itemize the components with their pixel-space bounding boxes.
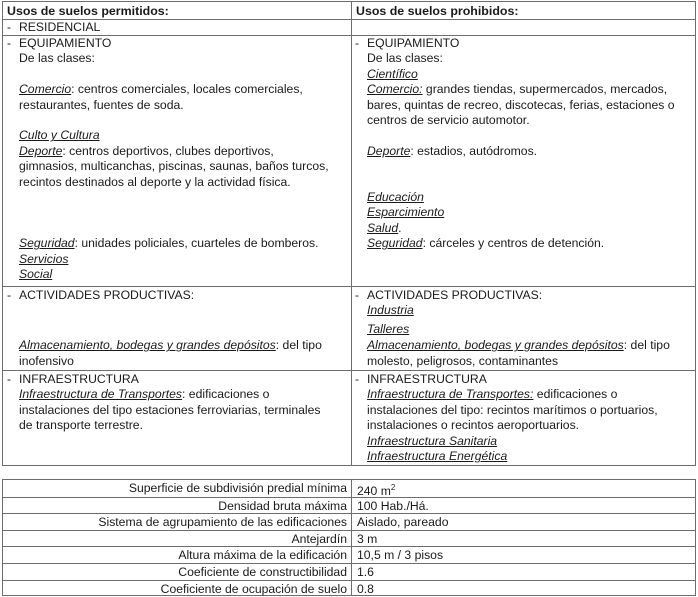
salud-term: Salud xyxy=(367,220,399,235)
transportes-text: edificaciones o xyxy=(533,387,618,402)
comercio-text: restaurantes, fuentes de soda. xyxy=(19,97,184,112)
esparcimiento-term: Esparcimiento xyxy=(367,205,445,220)
actividades-title: ACTIVIDADES PRODUCTIVAS: xyxy=(19,288,195,302)
param-label: Antejardín xyxy=(291,531,347,546)
almacenamiento-text: : del tipo xyxy=(275,338,322,353)
param-value: 10,5 m / 3 pisos xyxy=(357,548,444,563)
dash: - xyxy=(7,372,12,386)
param-value: 1.6 xyxy=(357,565,374,579)
param-value: 0.8 xyxy=(357,581,374,596)
infraestructura-title: INFRAESTRUCTURA xyxy=(367,372,487,386)
param-value-text: 240 m xyxy=(357,484,391,499)
educacion-term: Educación xyxy=(367,190,424,205)
param-value: Aislado, pareado xyxy=(357,515,449,530)
divider-equipamiento xyxy=(3,286,695,287)
deporte-text: : centros deportivos, clubes deportivos, xyxy=(62,143,274,158)
sanitaria-term: Infraestructura Sanitaria xyxy=(367,433,498,448)
seguridad-text: : cárceles y centros de detención. xyxy=(422,236,605,251)
param-label: Sistema de agrupamiento de las edificaciones xyxy=(98,515,347,530)
almacenamiento-text: : del tipo xyxy=(623,338,670,353)
param-label: Coeficiente de constructibilidad xyxy=(178,565,347,579)
salud-period: . xyxy=(398,220,402,235)
param-row xyxy=(3,497,695,515)
infraestructura-title: INFRAESTRUCTURA xyxy=(19,372,139,386)
dash: - xyxy=(7,36,12,50)
equipamiento-title: EQUIPAMIENTO xyxy=(367,36,460,50)
transportes-text: instalaciones del tipo estaciones ferroviarias, terminales xyxy=(19,402,321,417)
deporte-text: : estadios, autódromos. xyxy=(410,143,538,158)
param-row xyxy=(3,530,695,548)
dash: - xyxy=(7,20,12,34)
deporte-text: gimnasios, multicanchas, piscinas, saunas, baños turcos, xyxy=(19,159,329,174)
social-term: Social xyxy=(19,267,53,282)
param-row xyxy=(3,480,695,497)
param-label: Coeficiente de ocupación de suelo xyxy=(160,581,347,596)
param-row xyxy=(3,563,695,581)
residencial-cell xyxy=(7,20,100,35)
dash: - xyxy=(355,372,360,386)
almacenamiento-term: Almacenamiento, bodegas y grandes depósitos xyxy=(367,338,624,353)
comercio-text: bares, quintas de recreo, discotecas, ferias, estaciones o xyxy=(367,97,675,112)
clases-label: De las clases: xyxy=(367,51,443,66)
actividades-permitted xyxy=(7,288,322,369)
header-permitted: Usos de suelos permitidos: xyxy=(7,4,169,18)
comercio-text: : centros comerciales, locales comerciales, xyxy=(71,82,303,97)
land-use-table xyxy=(2,1,696,466)
deporte-term: Deporte xyxy=(19,143,63,158)
comercio-term: Comercio: xyxy=(367,82,423,97)
column-divider xyxy=(351,2,352,465)
param-row xyxy=(3,580,695,597)
seguridad-term: Seguridad xyxy=(367,236,423,251)
talleres-term: Talleres xyxy=(367,321,410,336)
actividades-prohibited xyxy=(355,288,670,369)
infraestructura-prohibited xyxy=(355,372,658,464)
comercio-term: Comercio xyxy=(19,82,72,97)
servicios-term: Servicios xyxy=(19,251,69,266)
comercio-text: centros de servicio automotor. xyxy=(367,113,530,128)
param-label: Superficie de subdivisión predial mínima xyxy=(128,481,347,495)
divider-header xyxy=(3,19,695,20)
infraestructura-permitted xyxy=(7,372,320,434)
residencial-label: RESIDENCIAL xyxy=(19,20,101,34)
equipamiento-permitted xyxy=(7,36,329,283)
dash: - xyxy=(355,36,360,50)
param-superscript: 2 xyxy=(390,483,396,492)
comercio-text: grandes tiendas, supermercados, mercados, xyxy=(422,82,668,97)
param-row xyxy=(3,513,695,531)
seguridad-term: Seguridad xyxy=(19,236,75,251)
transportes-text: : edificaciones o xyxy=(182,387,270,402)
param-label: Altura máxima de la edificación xyxy=(178,548,347,563)
actividades-title: ACTIVIDADES PRODUCTIVAS: xyxy=(367,288,543,302)
culto-term: Culto y Cultura xyxy=(19,128,100,143)
param-label: Densidad bruta máxima xyxy=(218,498,347,513)
almacenamiento-term: Almacenamiento, bodegas y grandes depósitos xyxy=(19,338,276,353)
transportes-text: instalaciones del tipo: recintos marítimos o portuarios, xyxy=(367,402,658,417)
almacenamiento-text: molesto, peligrosos, contaminantes xyxy=(367,353,559,368)
clases-label: De las clases: xyxy=(19,51,95,66)
divider-actividades xyxy=(3,370,695,371)
dash: - xyxy=(355,288,360,302)
equipamiento-title: EQUIPAMIENTO xyxy=(19,36,112,50)
cientifico-term: Científico xyxy=(367,66,418,81)
energetica-term: Infraestructura Energética xyxy=(367,449,508,464)
transportes-term: Infraestructura de Transportes xyxy=(19,387,183,402)
deporte-term: Deporte xyxy=(367,143,411,158)
param-value: 3 m xyxy=(357,531,378,546)
dash: - xyxy=(7,288,12,302)
seguridad-text: : unidades policiales, cuarteles de bomberos. xyxy=(74,236,319,251)
deporte-text: recintos destinados al deporte y la actividad física. xyxy=(19,174,291,189)
industria-term: Industria xyxy=(367,303,414,318)
param-row xyxy=(3,546,695,564)
almacenamiento-text: inofensivo xyxy=(19,353,74,368)
transportes-text: de transporte terrestre. xyxy=(19,418,143,433)
transportes-text: instalaciones o recintos aeroportuarios. xyxy=(367,418,580,433)
equipamiento-prohibited xyxy=(355,36,675,252)
header-prohibited: Usos de suelos prohibidos: xyxy=(356,4,519,18)
param-value: 100 Hab./Há. xyxy=(357,498,429,513)
transportes-term: Infraestructura de Transportes: xyxy=(367,387,534,402)
parameters-table xyxy=(2,479,696,596)
